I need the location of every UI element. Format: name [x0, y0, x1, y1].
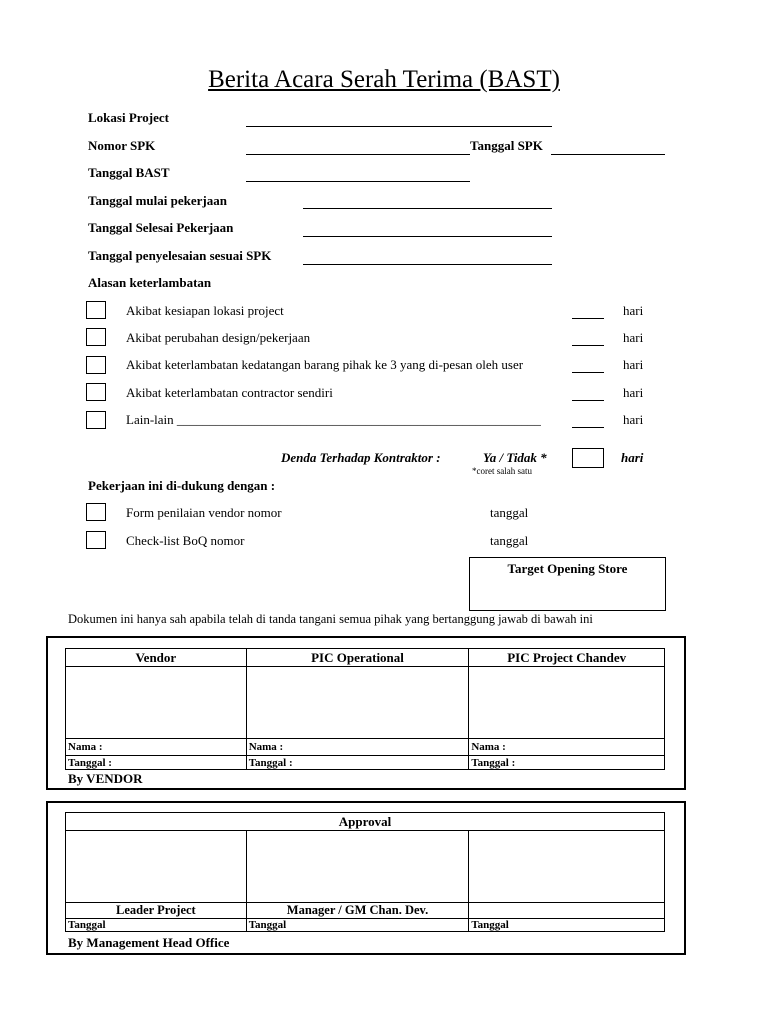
- pic-operational-nama-cell[interactable]: Nama :: [246, 739, 469, 756]
- reason-2-days-field[interactable]: [572, 345, 604, 346]
- nomor-spk-label: Nomor SPK: [88, 138, 156, 153]
- target-opening-label: Target Opening Store: [507, 561, 628, 576]
- third-approver-role: [469, 903, 665, 919]
- reason-4-checkbox[interactable]: [86, 383, 106, 401]
- reason-3-unit: hari: [623, 357, 644, 372]
- reason-5-checkbox[interactable]: [86, 411, 106, 429]
- reason-1-unit: hari: [623, 303, 644, 318]
- reason-5-unit: hari: [623, 412, 644, 427]
- support-2-label: Check-list BoQ nomor: [126, 533, 245, 548]
- tanggal-selesai-field[interactable]: [303, 236, 552, 237]
- pic-operational-signature-cell[interactable]: [246, 667, 469, 739]
- pic-operational-header: PIC Operational: [246, 649, 469, 667]
- support-1-checkbox[interactable]: [86, 503, 106, 521]
- tanggal-penyelesaian-label: Tanggal penyelesaian sesuai SPK: [88, 248, 272, 263]
- tanggal-penyelesaian-field[interactable]: [303, 264, 552, 265]
- pic-operational-tanggal-cell[interactable]: Tanggal :: [246, 756, 469, 770]
- document-title: Berita Acara Serah Terima (BAST): [208, 66, 560, 93]
- reason-3-days-field[interactable]: [572, 372, 604, 373]
- support-2-date-label: tanggal: [490, 533, 529, 548]
- tanggal-mulai-field[interactable]: [303, 208, 552, 209]
- support-heading: Pekerjaan ini di-dukung dengan :: [88, 478, 276, 493]
- by-management-label: By Management Head Office: [68, 935, 230, 950]
- leader-project-role: Leader Project: [66, 903, 247, 919]
- tanggal-mulai-label: Tanggal mulai pekerjaan: [88, 193, 227, 208]
- tanggal-bast-field[interactable]: [246, 181, 470, 182]
- reason-5-days-field[interactable]: [572, 427, 604, 428]
- target-opening-box[interactable]: [469, 557, 666, 611]
- support-1-label: Form penilaian vendor nomor: [126, 505, 282, 520]
- denda-options[interactable]: Ya / Tidak *: [483, 450, 547, 465]
- approval-header: Approval: [66, 813, 665, 831]
- pic-project-tanggal-cell[interactable]: Tanggal :: [469, 756, 665, 770]
- manager-signature-cell[interactable]: [246, 831, 469, 903]
- denda-days-box[interactable]: [572, 448, 604, 468]
- reason-5-label: Lain-lain ________________________________________________________: [126, 412, 541, 427]
- vendor-signature-table: [65, 648, 665, 770]
- tanggal-selesai-label: Tanggal Selesai Pekerjaan: [88, 220, 234, 235]
- manager-role: Manager / GM Chan. Dev.: [246, 903, 469, 919]
- reason-1-label: Akibat kesiapan lokasi project: [126, 303, 284, 318]
- reason-1-days-field[interactable]: [572, 318, 604, 319]
- denda-unit: hari: [621, 450, 644, 465]
- support-1-date-label: tanggal: [490, 505, 529, 520]
- third-approver-tanggal-cell[interactable]: Tanggal: [469, 919, 665, 932]
- pic-project-header: PIC Project Chandev: [469, 649, 665, 667]
- vendor-header: Vendor: [66, 649, 247, 667]
- pic-project-signature-cell[interactable]: [469, 667, 665, 739]
- vendor-signature-cell[interactable]: [66, 667, 247, 739]
- reason-2-checkbox[interactable]: [86, 328, 106, 346]
- alasan-keterlambatan-heading: Alasan keterlambatan: [88, 275, 212, 290]
- reason-4-unit: hari: [623, 385, 644, 400]
- reason-4-days-field[interactable]: [572, 400, 604, 401]
- reason-4-label: Akibat keterlambatan contractor sendiri: [126, 385, 333, 400]
- reason-3-label: Akibat keterlambatan kedatangan barang pihak ke 3 yang di-pesan oleh user: [126, 357, 524, 372]
- tanggal-spk-field[interactable]: [551, 154, 665, 155]
- vendor-nama-cell[interactable]: Nama :: [66, 739, 247, 756]
- tanggal-spk-label: Tanggal SPK: [470, 138, 543, 153]
- tanggal-bast-label: Tanggal BAST: [88, 165, 170, 180]
- lokasi-project-label: Lokasi Project: [88, 110, 169, 125]
- pic-project-nama-cell[interactable]: Nama :: [469, 739, 665, 756]
- reason-2-unit: hari: [623, 330, 644, 345]
- vendor-tanggal-cell[interactable]: Tanggal :: [66, 756, 247, 770]
- support-2-checkbox[interactable]: [86, 531, 106, 549]
- leader-project-tanggal-cell[interactable]: Tanggal: [66, 919, 247, 932]
- manager-tanggal-cell[interactable]: Tanggal: [246, 919, 469, 932]
- reason-3-checkbox[interactable]: [86, 356, 106, 374]
- by-vendor-label: By VENDOR: [68, 771, 143, 786]
- reason-2-label: Akibat perubahan design/pekerjaan: [126, 330, 311, 345]
- approval-table: [65, 812, 665, 932]
- third-approver-signature-cell[interactable]: [469, 831, 665, 903]
- disclaimer-text: Dokumen ini hanya sah apabila telah di tanda tangani semua pihak yang bertanggung jawab di bawah ini: [68, 612, 593, 626]
- reason-1-checkbox[interactable]: [86, 301, 106, 319]
- leader-project-signature-cell[interactable]: [66, 831, 247, 903]
- denda-note: *coret salah satu: [472, 466, 532, 476]
- denda-label: Denda Terhadap Kontraktor :: [281, 450, 441, 465]
- lokasi-project-field[interactable]: [246, 126, 552, 127]
- nomor-spk-field[interactable]: [246, 154, 470, 155]
